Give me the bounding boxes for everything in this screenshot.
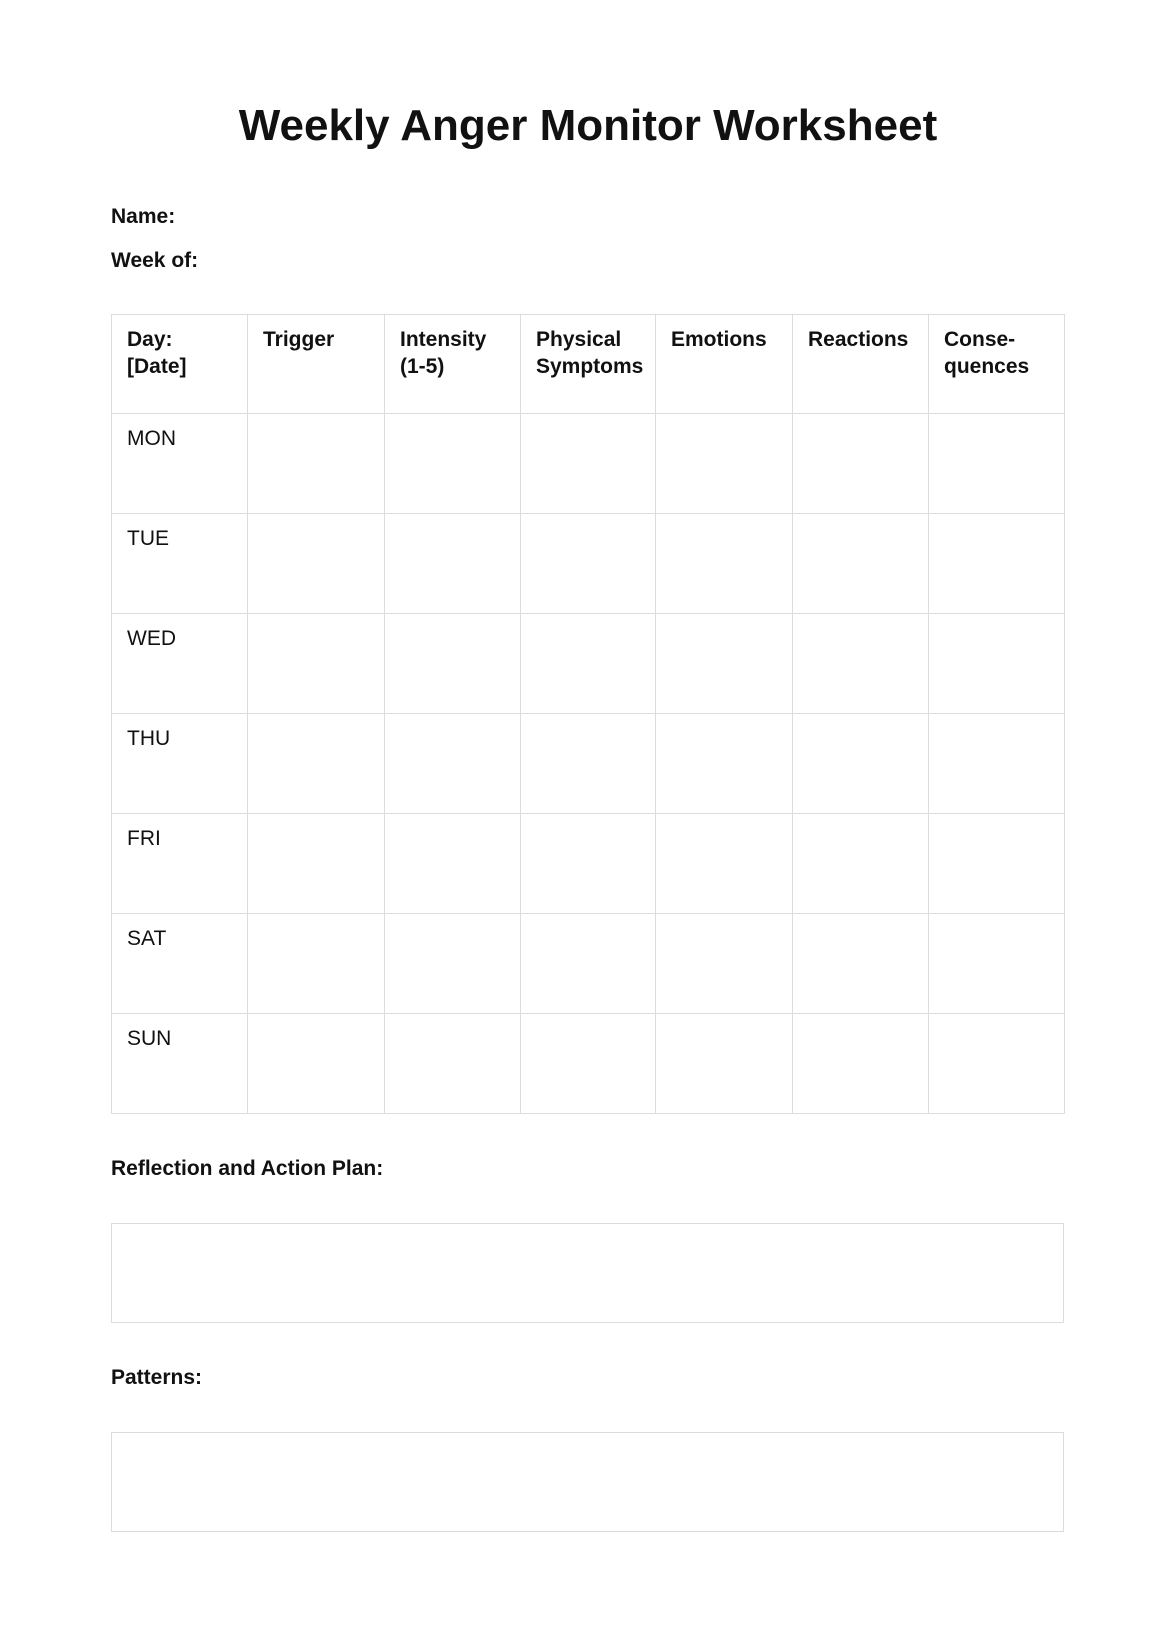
column-header-line: Trigger xyxy=(263,328,335,351)
reactions-cell[interactable] xyxy=(793,714,929,814)
emotions-cell[interactable] xyxy=(656,914,793,1014)
consequences-cell[interactable] xyxy=(929,414,1065,514)
trigger-cell[interactable] xyxy=(248,714,385,814)
table-row xyxy=(112,514,1065,614)
table-row xyxy=(112,814,1065,914)
trigger-cell[interactable] xyxy=(248,614,385,714)
reactions-cell[interactable] xyxy=(793,914,929,1014)
column-header-line: Physical xyxy=(536,328,622,351)
trigger-cell[interactable] xyxy=(248,514,385,614)
intensity-cell[interactable] xyxy=(385,414,521,514)
trigger-cell[interactable] xyxy=(248,814,385,914)
table-row xyxy=(112,914,1065,1014)
physical-symptoms-cell[interactable] xyxy=(521,814,656,914)
physical-symptoms-cell[interactable] xyxy=(521,514,656,614)
column-header-line: [Date] xyxy=(127,355,187,378)
consequences-cell[interactable] xyxy=(929,914,1065,1014)
reactions-cell[interactable] xyxy=(793,414,929,514)
day-cell: THU xyxy=(112,714,248,814)
reactions-cell[interactable] xyxy=(793,814,929,914)
column-header-line: Intensity xyxy=(400,328,487,351)
patterns-answer-box[interactable] xyxy=(111,1432,1064,1532)
column-header-intensity xyxy=(385,315,521,414)
reflection-heading: Reflection and Action Plan: xyxy=(111,1157,384,1180)
column-header-line: Day: xyxy=(127,328,173,351)
trigger-cell[interactable] xyxy=(248,414,385,514)
consequences-cell[interactable] xyxy=(929,1014,1065,1114)
intensity-cell[interactable] xyxy=(385,1014,521,1114)
table-row xyxy=(112,614,1065,714)
physical-symptoms-cell[interactable] xyxy=(521,914,656,1014)
table-header-row xyxy=(112,315,1065,414)
intensity-cell[interactable] xyxy=(385,914,521,1014)
week-of-label: Week of: xyxy=(111,249,199,272)
column-header-physical-symptoms xyxy=(521,315,656,414)
table-row xyxy=(112,1014,1065,1114)
reactions-cell[interactable] xyxy=(793,614,929,714)
emotions-cell[interactable] xyxy=(656,1014,793,1114)
emotions-cell[interactable] xyxy=(656,814,793,914)
physical-symptoms-cell[interactable] xyxy=(521,414,656,514)
name-label: Name: xyxy=(111,205,176,228)
physical-symptoms-cell[interactable] xyxy=(521,1014,656,1114)
page-title: Weekly Anger Monitor Worksheet xyxy=(238,101,938,150)
intensity-cell[interactable] xyxy=(385,614,521,714)
trigger-cell[interactable] xyxy=(248,1014,385,1114)
day-cell: MON xyxy=(112,414,248,514)
reactions-cell[interactable] xyxy=(793,1014,929,1114)
reflection-answer-box[interactable] xyxy=(111,1223,1064,1323)
column-header-trigger xyxy=(248,315,385,414)
day-cell: SAT xyxy=(112,914,248,1014)
table-row xyxy=(112,414,1065,514)
column-header-day xyxy=(112,315,248,414)
emotions-cell[interactable] xyxy=(656,714,793,814)
intensity-cell[interactable] xyxy=(385,814,521,914)
consequences-cell[interactable] xyxy=(929,614,1065,714)
column-header-emotions xyxy=(656,315,793,414)
column-header-line: Conse- xyxy=(944,328,1016,351)
physical-symptoms-cell[interactable] xyxy=(521,614,656,714)
consequences-cell[interactable] xyxy=(929,514,1065,614)
intensity-cell[interactable] xyxy=(385,514,521,614)
patterns-heading: Patterns: xyxy=(111,1366,203,1389)
emotions-cell[interactable] xyxy=(656,514,793,614)
column-header-line: Reactions xyxy=(808,328,909,351)
day-cell: TUE xyxy=(112,514,248,614)
emotions-cell[interactable] xyxy=(656,414,793,514)
column-header-reactions xyxy=(793,315,929,414)
consequences-cell[interactable] xyxy=(929,714,1065,814)
trigger-cell[interactable] xyxy=(248,914,385,1014)
day-cell: WED xyxy=(112,614,248,714)
emotions-cell[interactable] xyxy=(656,614,793,714)
column-header-line: Emotions xyxy=(671,328,767,351)
anger-log-table xyxy=(111,314,1065,1114)
column-header-line: Symptoms xyxy=(536,355,644,378)
reactions-cell[interactable] xyxy=(793,514,929,614)
physical-symptoms-cell[interactable] xyxy=(521,714,656,814)
table-row xyxy=(112,714,1065,814)
column-header-line: (1-5) xyxy=(400,355,445,378)
day-cell: FRI xyxy=(112,814,248,914)
column-header-consequences xyxy=(929,315,1065,414)
intensity-cell[interactable] xyxy=(385,714,521,814)
column-header-line: quences xyxy=(944,355,1030,378)
day-cell: SUN xyxy=(112,1014,248,1114)
consequences-cell[interactable] xyxy=(929,814,1065,914)
